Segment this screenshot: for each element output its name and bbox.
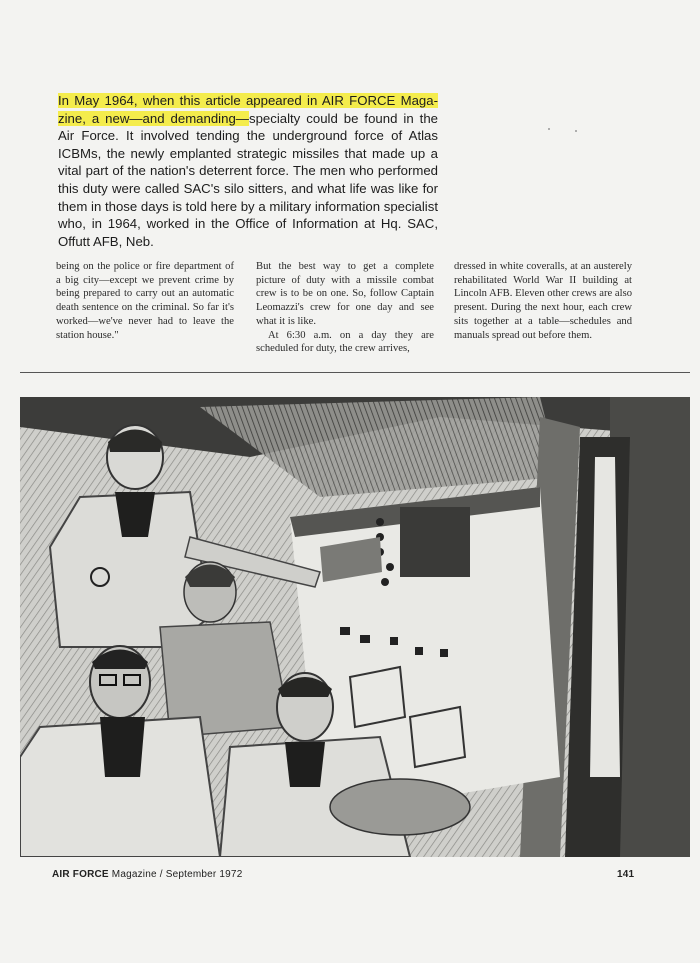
column-3-text: dressed in white coveralls, at an austerely rehabilitated World War II building at Lincoln AFB. Eleven other crews are also present. During the next hour, each crew sits together at a table—schedules and manuals spread out before them. bbox=[454, 261, 632, 341]
column-2 bbox=[256, 260, 434, 356]
footer-separator: / bbox=[159, 869, 163, 880]
magazine-name-rest: Magazine bbox=[111, 869, 157, 880]
magazine-name-bold: AIR FORCE bbox=[52, 869, 109, 880]
illustration-drawing bbox=[20, 397, 690, 857]
section-divider bbox=[20, 372, 690, 373]
page-number: 141 bbox=[617, 869, 635, 880]
missile-crew-illustration bbox=[20, 397, 690, 857]
speck bbox=[548, 128, 550, 130]
column-3 bbox=[454, 260, 632, 342]
highlighted-line-1: In May 1964, when this article appeared in AIR FORCE Maga- bbox=[58, 93, 438, 108]
highlighted-line-2: zine, a new—and demanding— bbox=[58, 110, 249, 126]
column-1-text: being on the police or fire department of a big city—except we prevent crime by being prepared to carry out an automatic death sentence on the criminal. So far it's worked—we've never had to leave the station house." bbox=[56, 261, 234, 341]
column-2-paragraph-1: But the best way to get a complete picture of duty with a missile combat crew is to be on one. So, follow Captain Leomazzi's crew for one day and see what it is like. bbox=[256, 261, 434, 327]
issue-date: September 1972 bbox=[165, 869, 243, 880]
column-1 bbox=[56, 260, 234, 342]
intro-text bbox=[58, 92, 438, 250]
intro-rest: specialty could be found in the Air Force. It involved tending the underground force of Atlas ICBMs, the newly emplanted strategic missiles that made up a vital part of the nation's deterrent force. The men who performed this duty were called SAC's silo sitters, and what life was like for them in those days is told here by a military information specialist who, in 1964, worked in the Office of Information at Hq. SAC, Offutt AFB, Neb. bbox=[58, 110, 438, 249]
speck bbox=[575, 130, 577, 132]
footer-publication bbox=[52, 869, 242, 880]
column-2-paragraph-2: At 6:30 a.m. on a day they are scheduled for duty, the crew arrives, bbox=[256, 329, 434, 355]
